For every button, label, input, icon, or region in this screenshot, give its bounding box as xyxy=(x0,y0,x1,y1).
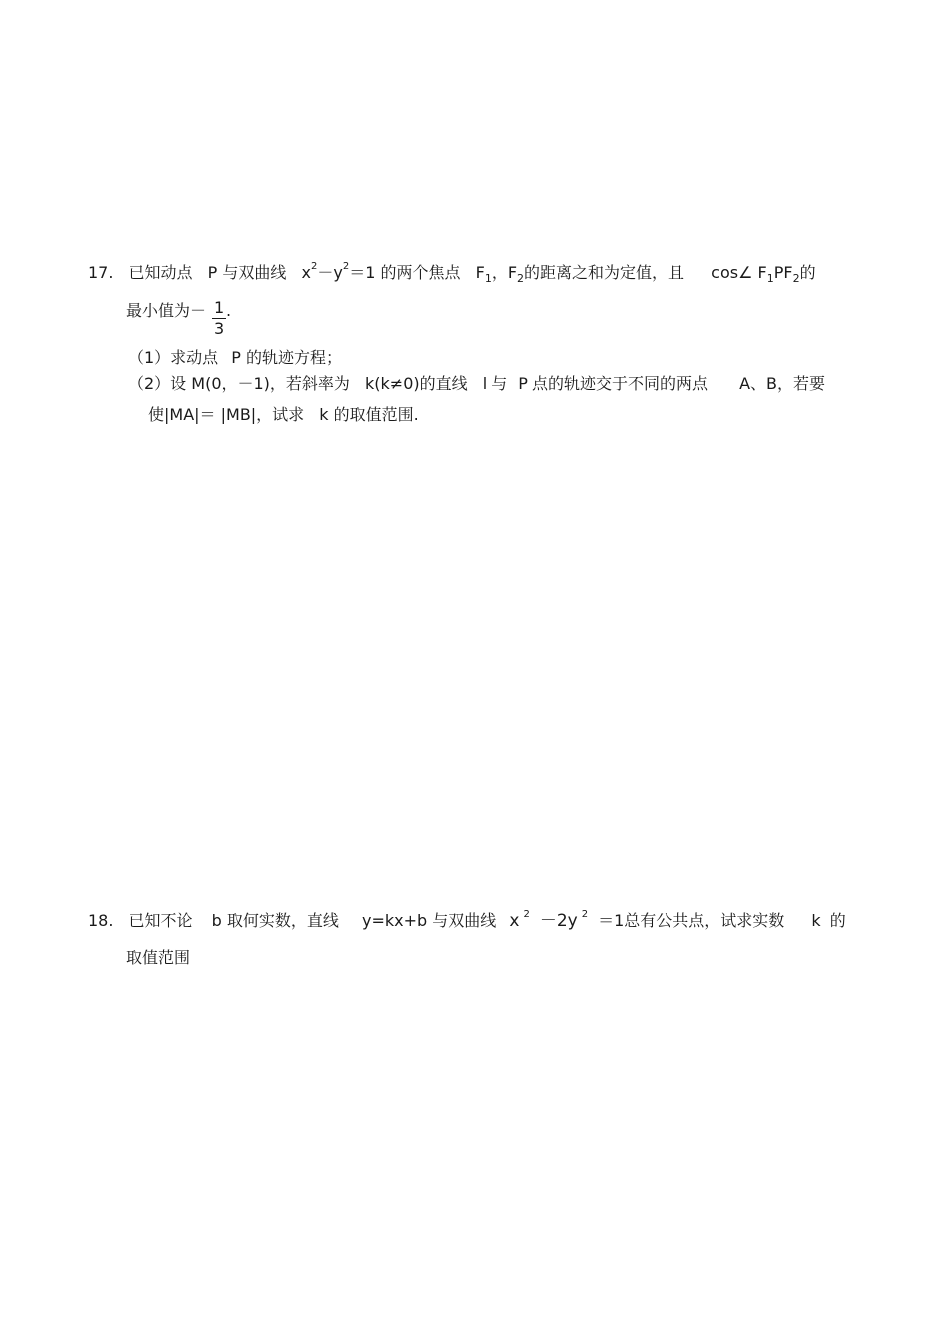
q17-text: 最小值为－ xyxy=(126,301,207,320)
q17-fraction xyxy=(212,298,226,338)
q17-part2-ab: A、B，若要 xyxy=(739,374,825,393)
q17-part2-text: （2）设 M(0，－1)，若斜率为 xyxy=(128,374,350,393)
q18-exponent: 2 xyxy=(523,909,530,920)
q18-number: 18. xyxy=(88,911,114,930)
q18-math-eq: ＝1 xyxy=(598,911,625,930)
q17-text: 的 xyxy=(799,263,816,282)
q18-line-2 xyxy=(126,945,190,968)
q18-text: 总有公共点，试求实数 xyxy=(624,911,785,930)
q17-subscript: 2 xyxy=(792,272,800,285)
q18-line-equation: y=kx+b xyxy=(362,911,428,930)
q17-part2-text: 的直线 xyxy=(419,374,468,393)
fraction-numerator: 1 xyxy=(214,298,225,317)
q18-line-1 xyxy=(88,906,846,931)
q17-part1-text: （1）求动点 xyxy=(128,348,219,367)
q17-subscript: 2 xyxy=(517,272,525,285)
q17-math-eq: ＝1 xyxy=(349,263,376,282)
q17-part2-text: 点的轨迹交于不同的两点 xyxy=(531,374,708,393)
q17-exponent: 2 xyxy=(310,261,318,272)
q17-subscript: 1 xyxy=(484,272,492,285)
q17-f2: F xyxy=(507,263,518,282)
q17-part2-text: 使|MA|＝ |MB|，试求 xyxy=(148,405,305,424)
q17-part2-k: k(k≠0) xyxy=(365,374,420,393)
q17-point-p: P xyxy=(207,263,218,282)
q17-exponent: 2 xyxy=(342,261,350,272)
q18-exponent: 2 xyxy=(581,909,589,920)
q18-text: 的 xyxy=(829,911,846,930)
q17-part-2-cont xyxy=(148,402,419,425)
q18-text: 取何实数，直线 xyxy=(226,911,339,930)
q17-part2-l: l xyxy=(482,374,488,393)
q17-part-1 xyxy=(128,345,342,368)
q17-part1-p: P xyxy=(231,348,241,367)
q17-part-2 xyxy=(128,371,825,394)
q17-pf: PF xyxy=(773,263,793,282)
q18-b: b xyxy=(211,911,222,930)
q17-comma: ， xyxy=(491,263,508,282)
q17-part2-text: 的取值范围. xyxy=(333,405,419,424)
q17-line-2 xyxy=(126,298,231,338)
q18-text: 已知不论 xyxy=(128,911,193,930)
q18-k: k xyxy=(811,911,821,930)
q17-text: 的两个焦点 xyxy=(380,263,461,282)
q17-period: . xyxy=(226,301,232,320)
q18-text: 与双曲线 xyxy=(432,911,497,930)
q17-text: 已知动点 xyxy=(128,263,193,282)
q17-part2-text: 与 xyxy=(491,374,508,393)
q18-math-y: －2y xyxy=(539,911,578,931)
q17-part2-p: P xyxy=(518,374,528,393)
q17-line-1 xyxy=(88,260,816,283)
q17-f1: F xyxy=(475,263,485,282)
q17-cos: cos∠ F xyxy=(711,263,767,282)
q18-text: 取值范围 xyxy=(126,948,191,967)
q17-subscript: 1 xyxy=(766,272,774,285)
q17-math-x: x xyxy=(301,263,311,282)
q17-part1-text: 的轨迹方程； xyxy=(246,348,343,367)
q17-number: 17. xyxy=(88,263,114,282)
q17-text: 的距离之和为定值，且 xyxy=(524,263,685,282)
q17-math-y: －y xyxy=(317,263,343,282)
q17-part2-k: k xyxy=(319,405,329,424)
q17-text: 与双曲线 xyxy=(222,263,287,282)
q18-math-x: x xyxy=(509,911,520,931)
fraction-denominator: 3 xyxy=(214,319,225,338)
